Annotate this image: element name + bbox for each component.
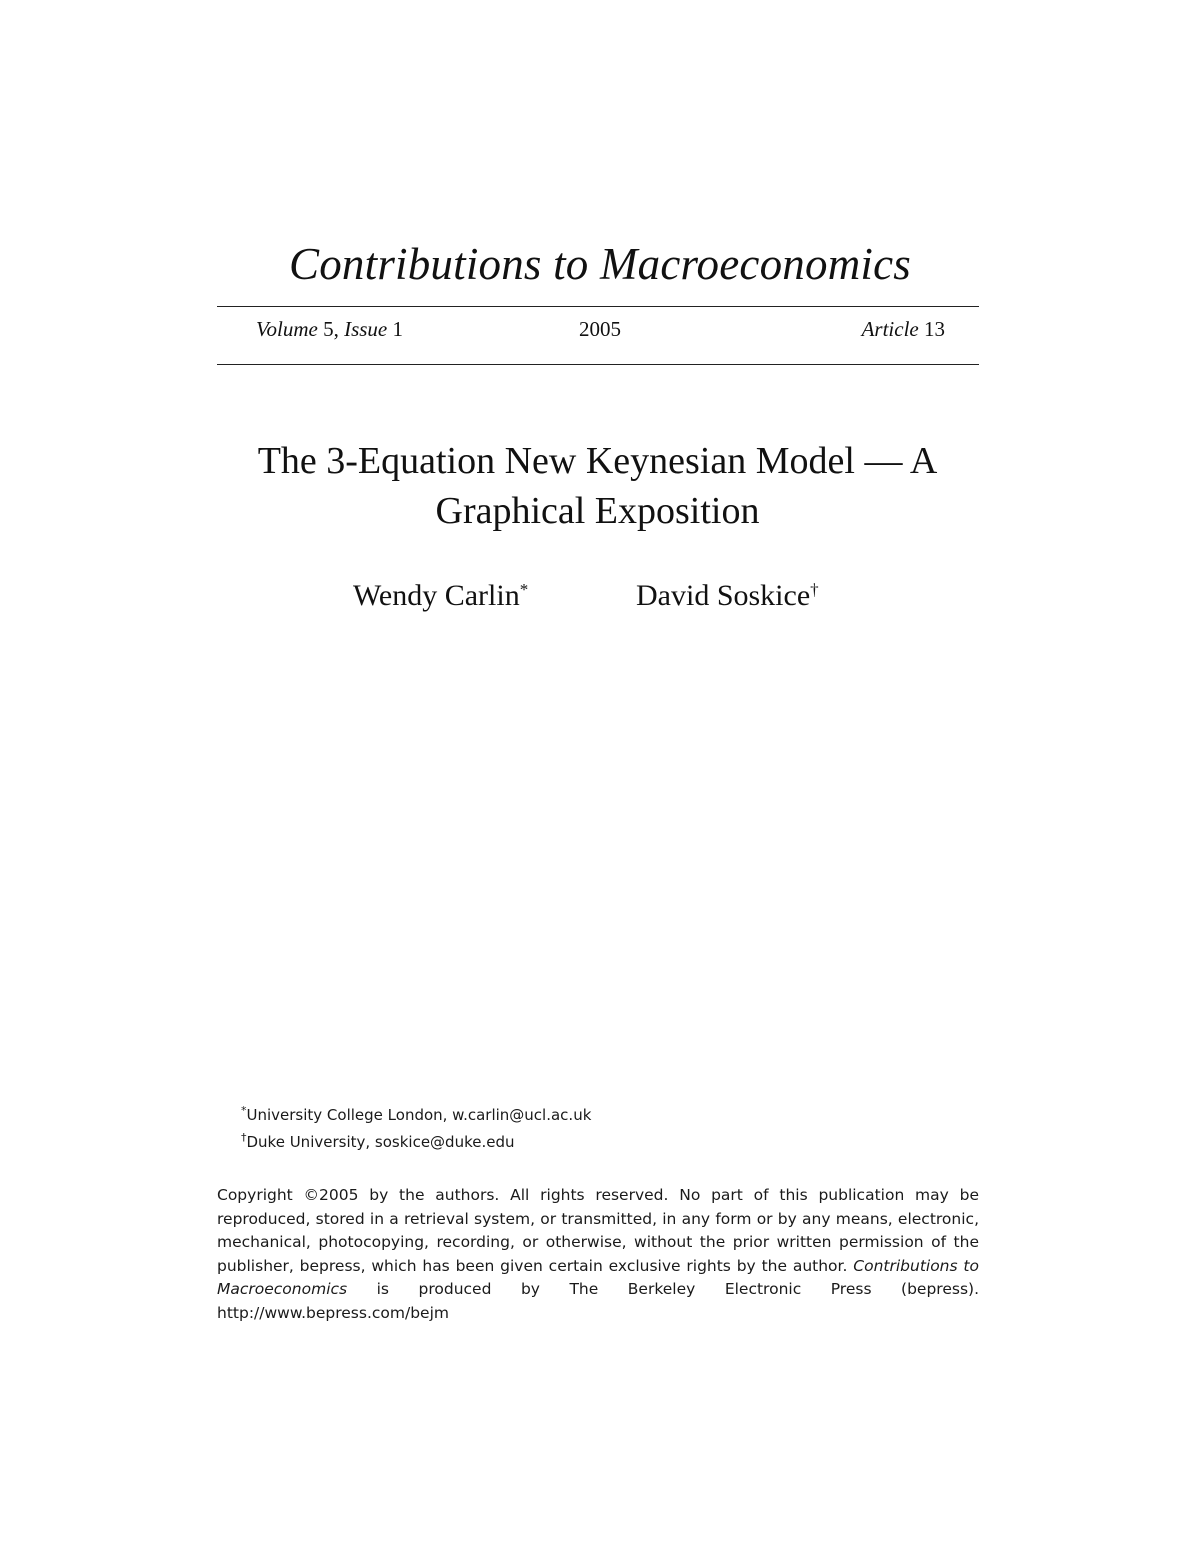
article-label: Article (861, 317, 919, 341)
author-name: Wendy Carlin (353, 579, 520, 612)
issue-number: 1 (392, 317, 403, 341)
publication-year: 2005 (579, 317, 621, 341)
header-rule-top (217, 306, 979, 307)
volume-label: Volume (256, 317, 318, 341)
footnote-mark: * (241, 1104, 247, 1117)
author-footnote-mark: † (810, 580, 819, 599)
author-name: David Soskice (636, 579, 811, 612)
copyright-text: Copyright ©2005 by the authors. All rights reserved. No part of this publication may be reproduced, stored in a retrieval system, or transmitted, in any form or by any means, electronic, mechanical, photocopying, recording, or otherwise, without the prior written permission of the publisher, bepress, which has been given certain exclusive rights by the author. (217, 1186, 979, 1275)
footnote-mark: † (241, 1131, 247, 1144)
header-rule-bottom (217, 364, 979, 365)
publisher-url[interactable]: http://www.bepress.com/bejm (217, 1303, 449, 1322)
author-1 (353, 577, 528, 615)
article-number-line (862, 316, 945, 342)
footnote-affiliation-1 (241, 1104, 591, 1126)
footnote-affiliation-2 (241, 1131, 514, 1153)
issue-label: Issue (344, 317, 388, 341)
copyright-publisher-text: is produced by The Berkeley Electronic Press (bepress). (376, 1280, 979, 1298)
journal-title: Contributions to Macroeconomics (289, 239, 911, 289)
volume-number: 5, (323, 317, 339, 341)
article-number: 13 (924, 317, 945, 341)
footnote-text: University College London, w.carlin@ucl.ac.uk (246, 1106, 592, 1124)
author-2 (636, 577, 819, 615)
paper-title: The 3-Equation New Keynesian Model — A Graphical Exposition (257, 440, 938, 532)
volume-issue (256, 316, 403, 342)
footnote-text: Duke University, soskice@duke.edu (246, 1133, 515, 1151)
author-footnote-mark: * (519, 580, 529, 599)
copyright-journal-name: Contributions to Macroeconomics (217, 1256, 979, 1298)
year-container (0, 316, 1200, 342)
copyright-notice (217, 1184, 979, 1325)
